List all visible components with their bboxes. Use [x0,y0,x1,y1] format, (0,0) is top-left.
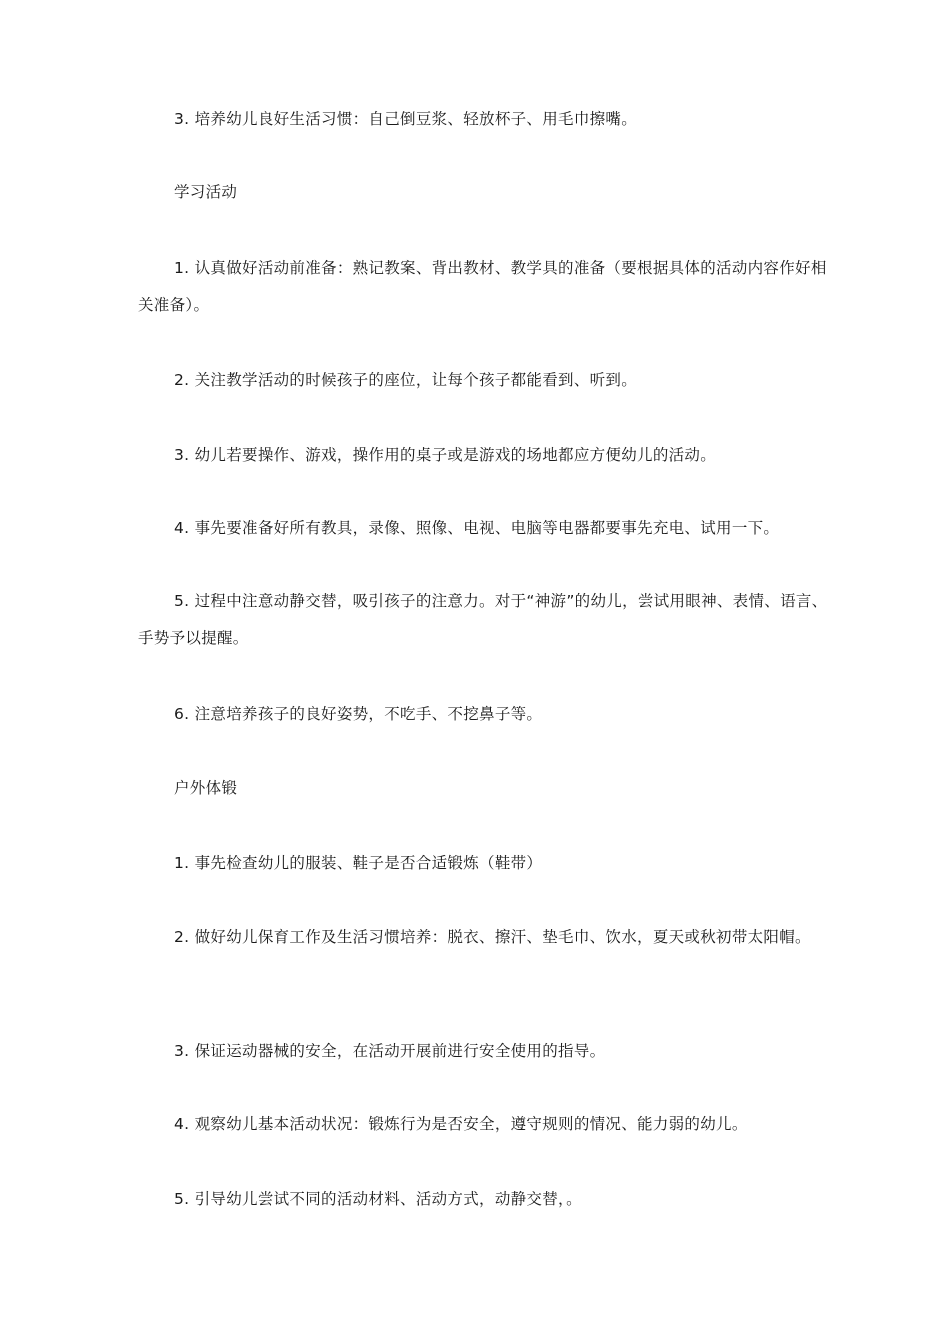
section-heading: 学习活动 [174,183,238,201]
paragraph-item: 2. 关注教学活动的时候孩子的座位，让每个孩子都能看到、听到。 [174,371,638,389]
paragraph-item: 5. 过程中注意动静交替，吸引孩子的注意力。对于“神游”的幼儿，尝试用眼神、表情、语言、手势予以提醒。 [138,592,828,647]
paragraph-item: 3. 幼儿若要操作、游戏，操作用的桌子或是游戏的场地都应方便幼儿的活动。 [174,446,717,464]
paragraph-item: 4. 观察幼儿基本活动状况：锻炼行为是否安全，遵守规则的情况、能力弱的幼儿。 [174,1115,748,1133]
section-heading: 户外体锻 [174,779,238,797]
paragraph-item: 2. 做好幼儿保育工作及生活习惯培养：脱衣、擦汗、垫毛巾、饮水，夏天或秋初带太阳帽。 [174,928,811,946]
paragraph-item: 4. 事先要准备好所有教具，录像、照像、电视、电脑等电器都要事先充电、试用一下。 [174,519,780,537]
paragraph-item: 3. 培养幼儿良好生活习惯：自己倒豆浆、轻放杯子、用毛巾擦嘴。 [174,110,638,128]
paragraph-item: 6. 注意培养孩子的良好姿势，不吃手、不挖鼻子等。 [174,705,543,723]
paragraph-item: 5. 引导幼儿尝试不同的活动材料、活动方式，动静交替，。 [174,1190,582,1208]
paragraph-item: 3. 保证运动器械的安全，在活动开展前进行安全使用的指导。 [174,1042,606,1060]
paragraph-item: 1. 认真做好活动前准备：熟记教案、背出教材、教学具的准备（要根据具体的活动内容作好相关准备）。 [138,259,827,314]
paragraph-item: 1. 事先检查幼儿的服装、鞋子是否合适锻炼（鞋带） [174,854,543,872]
